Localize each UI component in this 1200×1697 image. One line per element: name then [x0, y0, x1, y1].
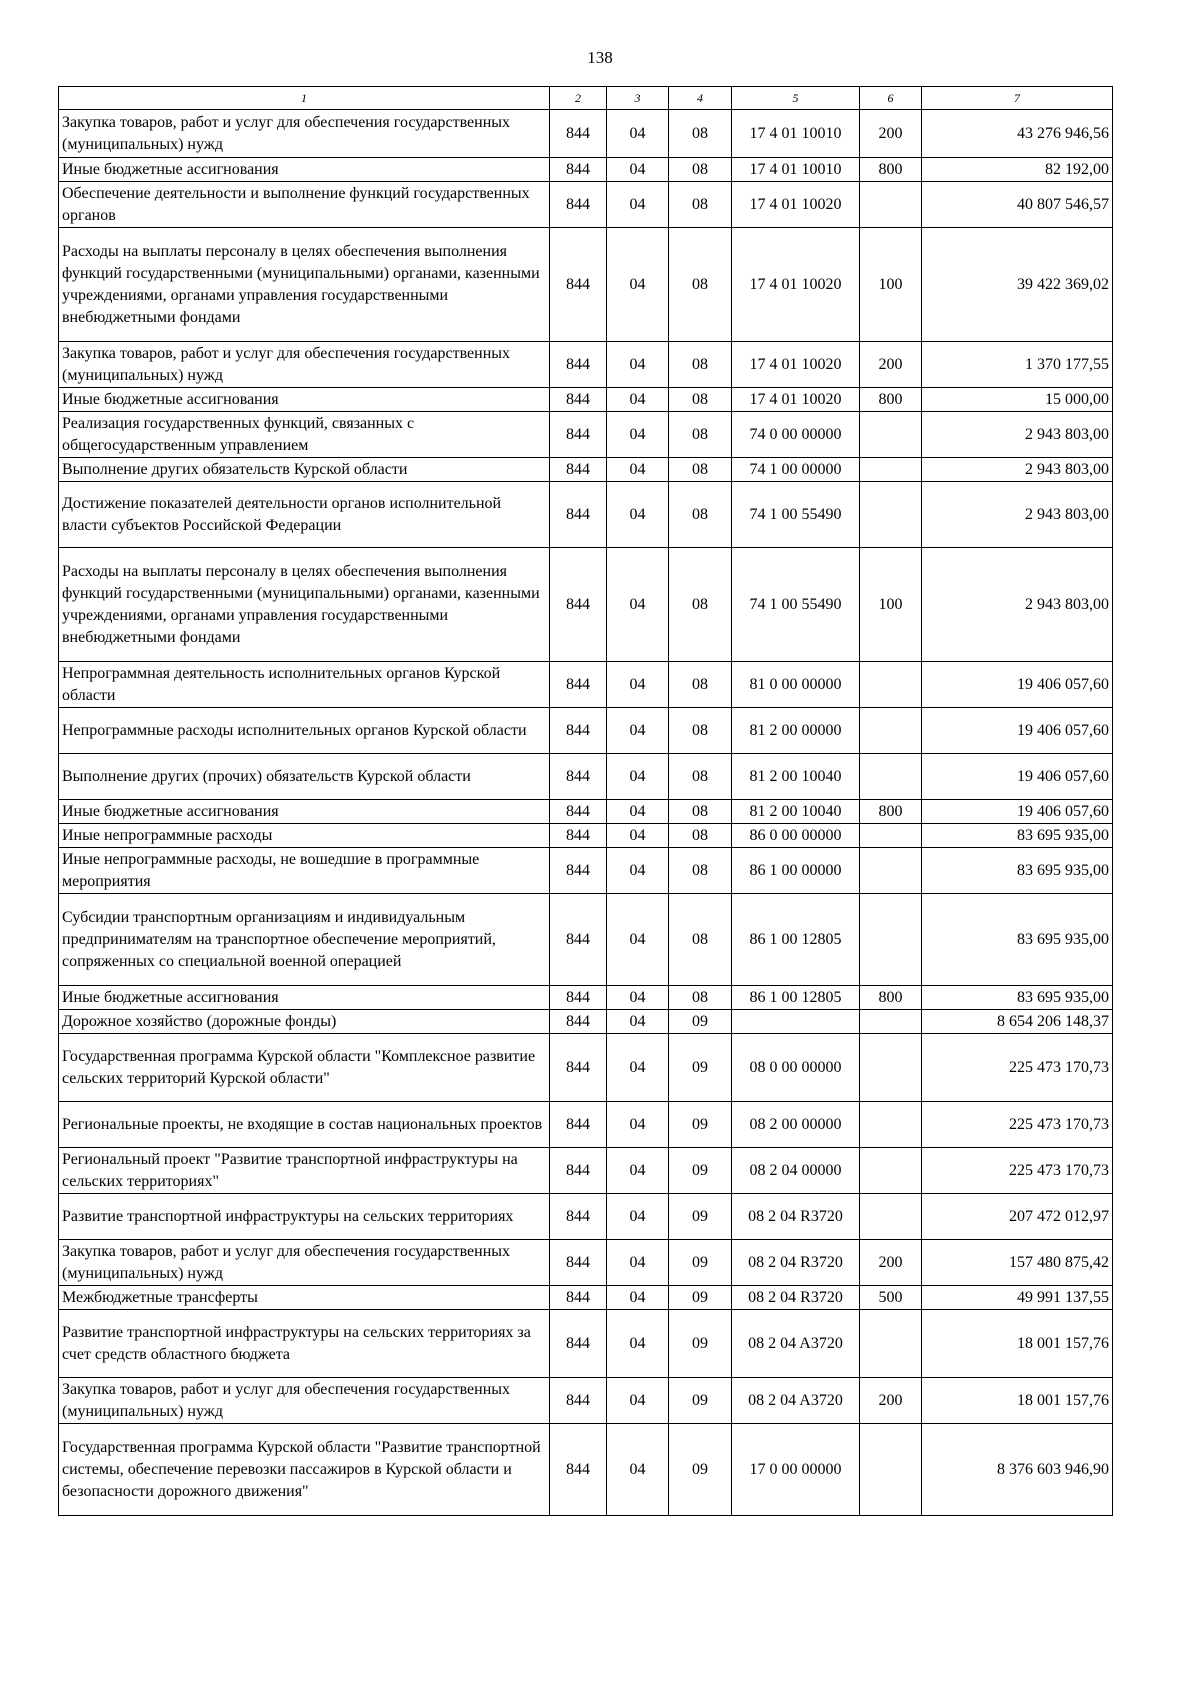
section-code: 04	[607, 182, 669, 228]
subsection-code: 09	[669, 1286, 732, 1310]
target-article-code: 08 2 04 R3720	[732, 1240, 860, 1286]
table-row	[59, 1034, 1113, 1102]
target-article-code: 08 2 04 00000	[732, 1148, 860, 1194]
expense-type-code: 200	[860, 110, 922, 158]
item-name: Иные непрограммные расходы	[59, 824, 550, 848]
grbs-code: 844	[550, 986, 607, 1010]
grbs-code: 844	[550, 1194, 607, 1240]
amount: 49 991 137,55	[922, 1286, 1113, 1310]
subsection-code: 08	[669, 388, 732, 412]
table-row	[59, 708, 1113, 754]
target-article-code: 74 1 00 00000	[732, 458, 860, 482]
section-code: 04	[607, 482, 669, 548]
grbs-code: 844	[550, 848, 607, 894]
target-article-code: 74 1 00 55490	[732, 482, 860, 548]
expense-type-code	[860, 662, 922, 708]
subsection-code: 08	[669, 228, 732, 342]
subsection-code: 08	[669, 754, 732, 800]
amount: 225 473 170,73	[922, 1148, 1113, 1194]
section-code: 04	[607, 158, 669, 182]
subsection-code: 09	[669, 1240, 732, 1286]
amount: 43 276 946,56	[922, 110, 1113, 158]
target-article-code: 17 4 01 10020	[732, 342, 860, 388]
table-row	[59, 342, 1113, 388]
target-article-code: 17 4 01 10020	[732, 228, 860, 342]
table-row	[59, 458, 1113, 482]
table-row	[59, 1310, 1113, 1378]
amount: 2 943 803,00	[922, 548, 1113, 662]
target-article-code: 74 0 00 00000	[732, 412, 860, 458]
table-row	[59, 754, 1113, 800]
subsection-code: 08	[669, 482, 732, 548]
grbs-code: 844	[550, 1240, 607, 1286]
table-row	[59, 1010, 1113, 1034]
grbs-code: 844	[550, 1102, 607, 1148]
expense-type-code: 800	[860, 158, 922, 182]
amount: 15 000,00	[922, 388, 1113, 412]
table-row	[59, 110, 1113, 158]
subsection-code: 08	[669, 458, 732, 482]
item-name: Расходы на выплаты персоналу в целях обеспечения выполнения функций государственными (муниципальными) органами, казенными учреждениями, органами управления государственными внебюджетными фондами	[59, 548, 550, 662]
table-row	[59, 182, 1113, 228]
table-row	[59, 228, 1113, 342]
expense-type-code	[860, 894, 922, 986]
table-row	[59, 548, 1113, 662]
target-article-code: 08 2 04 A3720	[732, 1310, 860, 1378]
table-row	[59, 662, 1113, 708]
section-code: 04	[607, 110, 669, 158]
amount: 83 695 935,00	[922, 986, 1113, 1010]
item-name: Дорожное хозяйство (дорожные фонды)	[59, 1010, 550, 1034]
amount: 83 695 935,00	[922, 848, 1113, 894]
section-code: 04	[607, 1194, 669, 1240]
amount: 8 654 206 148,37	[922, 1010, 1113, 1034]
grbs-code: 844	[550, 182, 607, 228]
subsection-code: 08	[669, 986, 732, 1010]
subsection-code: 08	[669, 800, 732, 824]
section-code: 04	[607, 1240, 669, 1286]
subsection-code: 08	[669, 894, 732, 986]
target-article-code: 86 1 00 12805	[732, 894, 860, 986]
grbs-code: 844	[550, 1148, 607, 1194]
target-article-code: 17 4 01 10020	[732, 388, 860, 412]
table-row	[59, 482, 1113, 548]
table-row	[59, 158, 1113, 182]
subsection-code: 09	[669, 1378, 732, 1424]
amount: 19 406 057,60	[922, 800, 1113, 824]
table-row	[59, 894, 1113, 986]
item-name: Государственная программа Курской области "Комплексное развитие сельских территорий Курской области"	[59, 1034, 550, 1102]
expense-type-code	[860, 1034, 922, 1102]
target-article-code: 08 2 00 00000	[732, 1102, 860, 1148]
target-article-code: 17 4 01 10010	[732, 110, 860, 158]
table-row	[59, 1424, 1113, 1516]
column-number-row	[59, 87, 1113, 110]
subsection-code: 09	[669, 1194, 732, 1240]
table-row	[59, 1378, 1113, 1424]
column-header: 2	[550, 87, 607, 110]
amount: 2 943 803,00	[922, 458, 1113, 482]
subsection-code: 09	[669, 1424, 732, 1516]
item-name: Закупка товаров, работ и услуг для обеспечения государственных (муниципальных) нужд	[59, 1240, 550, 1286]
item-name: Региональные проекты, не входящие в состав национальных проектов	[59, 1102, 550, 1148]
amount: 207 472 012,97	[922, 1194, 1113, 1240]
expense-type-code: 800	[860, 986, 922, 1010]
expense-type-code: 200	[860, 1378, 922, 1424]
expense-type-code	[860, 482, 922, 548]
section-code: 04	[607, 458, 669, 482]
target-article-code: 74 1 00 55490	[732, 548, 860, 662]
section-code: 04	[607, 986, 669, 1010]
expense-type-code	[860, 1310, 922, 1378]
expense-type-code	[860, 848, 922, 894]
grbs-code: 844	[550, 412, 607, 458]
table-row	[59, 800, 1113, 824]
table-row	[59, 848, 1113, 894]
section-code: 04	[607, 1310, 669, 1378]
amount: 19 406 057,60	[922, 662, 1113, 708]
target-article-code: 17 4 01 10020	[732, 182, 860, 228]
table-row	[59, 388, 1113, 412]
item-name: Иные бюджетные ассигнования	[59, 388, 550, 412]
grbs-code: 844	[550, 388, 607, 412]
target-article-code	[732, 1010, 860, 1034]
section-code: 04	[607, 824, 669, 848]
item-name: Межбюджетные трансферты	[59, 1286, 550, 1310]
target-article-code: 81 0 00 00000	[732, 662, 860, 708]
expense-type-code	[860, 412, 922, 458]
column-header: 4	[669, 87, 732, 110]
expense-type-code: 200	[860, 1240, 922, 1286]
section-code: 04	[607, 662, 669, 708]
section-code: 04	[607, 1286, 669, 1310]
expense-type-code: 800	[860, 800, 922, 824]
item-name: Расходы на выплаты персоналу в целях обеспечения выполнения функций государственными (муниципальными) органами, казенными учреждениями, органами управления государственными внебюджетными фондами	[59, 228, 550, 342]
target-article-code: 17 0 00 00000	[732, 1424, 860, 1516]
subsection-code: 08	[669, 848, 732, 894]
grbs-code: 844	[550, 1378, 607, 1424]
item-name: Закупка товаров, работ и услуг для обеспечения государственных (муниципальных) нужд	[59, 342, 550, 388]
amount: 39 422 369,02	[922, 228, 1113, 342]
subsection-code: 08	[669, 662, 732, 708]
amount: 83 695 935,00	[922, 824, 1113, 848]
grbs-code: 844	[550, 1424, 607, 1516]
expense-type-code	[860, 458, 922, 482]
amount: 18 001 157,76	[922, 1310, 1113, 1378]
grbs-code: 844	[550, 1286, 607, 1310]
table-row	[59, 1148, 1113, 1194]
target-article-code: 17 4 01 10010	[732, 158, 860, 182]
grbs-code: 844	[550, 158, 607, 182]
target-article-code: 08 0 00 00000	[732, 1034, 860, 1102]
subsection-code: 09	[669, 1148, 732, 1194]
subsection-code: 08	[669, 708, 732, 754]
amount: 225 473 170,73	[922, 1034, 1113, 1102]
column-header: 7	[922, 87, 1113, 110]
section-code: 04	[607, 1010, 669, 1034]
section-code: 04	[607, 1102, 669, 1148]
subsection-code: 09	[669, 1102, 732, 1148]
subsection-code: 08	[669, 110, 732, 158]
grbs-code: 844	[550, 482, 607, 548]
grbs-code: 844	[550, 342, 607, 388]
item-name: Выполнение других обязательств Курской области	[59, 458, 550, 482]
section-code: 04	[607, 1424, 669, 1516]
subsection-code: 08	[669, 158, 732, 182]
subsection-code: 08	[669, 824, 732, 848]
section-code: 04	[607, 388, 669, 412]
item-name: Иные бюджетные ассигнования	[59, 800, 550, 824]
expense-type-code	[860, 182, 922, 228]
target-article-code: 86 0 00 00000	[732, 824, 860, 848]
target-article-code: 08 2 04 R3720	[732, 1286, 860, 1310]
target-article-code: 81 2 00 10040	[732, 754, 860, 800]
amount: 8 376 603 946,90	[922, 1424, 1113, 1516]
target-article-code: 08 2 04 A3720	[732, 1378, 860, 1424]
expense-type-code	[860, 754, 922, 800]
subsection-code: 08	[669, 412, 732, 458]
target-article-code: 81 2 00 00000	[732, 708, 860, 754]
expense-type-code	[860, 1424, 922, 1516]
expense-type-code	[860, 1148, 922, 1194]
subsection-code: 08	[669, 548, 732, 662]
item-name: Иные непрограммные расходы, не вошедшие в программные мероприятия	[59, 848, 550, 894]
subsection-code: 08	[669, 182, 732, 228]
item-name: Иные бюджетные ассигнования	[59, 158, 550, 182]
column-header: 6	[860, 87, 922, 110]
grbs-code: 844	[550, 754, 607, 800]
item-name: Субсидии транспортным организациям и индивидуальным предпринимателям на транспортное обеспечение мероприятий, сопряженных со специальной военной операцией	[59, 894, 550, 986]
column-header: 3	[607, 87, 669, 110]
item-name: Непрограммная деятельность исполнительных органов Курской области	[59, 662, 550, 708]
amount: 157 480 875,42	[922, 1240, 1113, 1286]
item-name: Закупка товаров, работ и услуг для обеспечения государственных (муниципальных) нужд	[59, 110, 550, 158]
table-row	[59, 824, 1113, 848]
section-code: 04	[607, 848, 669, 894]
section-code: 04	[607, 1148, 669, 1194]
section-code: 04	[607, 708, 669, 754]
amount: 83 695 935,00	[922, 894, 1113, 986]
item-name: Закупка товаров, работ и услуг для обеспечения государственных (муниципальных) нужд	[59, 1378, 550, 1424]
table-row	[59, 1240, 1113, 1286]
grbs-code: 844	[550, 824, 607, 848]
grbs-code: 844	[550, 1010, 607, 1034]
target-article-code: 81 2 00 10040	[732, 800, 860, 824]
grbs-code: 844	[550, 662, 607, 708]
item-name: Непрограммные расходы исполнительных органов Курской области	[59, 708, 550, 754]
expense-type-code: 200	[860, 342, 922, 388]
expense-type-code	[860, 708, 922, 754]
subsection-code: 09	[669, 1034, 732, 1102]
item-name: Иные бюджетные ассигнования	[59, 986, 550, 1010]
target-article-code: 08 2 04 R3720	[732, 1194, 860, 1240]
item-name: Выполнение других (прочих) обязательств Курской области	[59, 754, 550, 800]
subsection-code: 09	[669, 1310, 732, 1378]
amount: 1 370 177,55	[922, 342, 1113, 388]
section-code: 04	[607, 754, 669, 800]
grbs-code: 844	[550, 458, 607, 482]
expense-type-code: 100	[860, 228, 922, 342]
table-row	[59, 1286, 1113, 1310]
item-name: Государственная программа Курской области "Развитие транспортной системы, обеспечение перевозки пассажиров в Курской области и безопасности дорожного движения"	[59, 1424, 550, 1516]
amount: 40 807 546,57	[922, 182, 1113, 228]
table-row	[59, 986, 1113, 1010]
subsection-code: 09	[669, 1010, 732, 1034]
section-code: 04	[607, 412, 669, 458]
grbs-code: 844	[550, 110, 607, 158]
amount: 2 943 803,00	[922, 412, 1113, 458]
section-code: 04	[607, 228, 669, 342]
expense-type-code	[860, 1102, 922, 1148]
section-code: 04	[607, 548, 669, 662]
budget-table	[58, 86, 1113, 1516]
item-name: Реализация государственных функций, связанных с общегосударственным управлением	[59, 412, 550, 458]
expense-type-code	[860, 1194, 922, 1240]
item-name: Региональный проект "Развитие транспортной инфраструктуры на сельских территориях"	[59, 1148, 550, 1194]
target-article-code: 86 1 00 12805	[732, 986, 860, 1010]
section-code: 04	[607, 342, 669, 388]
section-code: 04	[607, 1378, 669, 1424]
expense-type-code	[860, 824, 922, 848]
amount: 2 943 803,00	[922, 482, 1113, 548]
amount: 225 473 170,73	[922, 1102, 1113, 1148]
amount: 19 406 057,60	[922, 708, 1113, 754]
table-row	[59, 412, 1113, 458]
section-code: 04	[607, 800, 669, 824]
grbs-code: 844	[550, 548, 607, 662]
target-article-code: 86 1 00 00000	[732, 848, 860, 894]
item-name: Достижение показателей деятельности органов исполнительной власти субъектов Российской Федерации	[59, 482, 550, 548]
page-number: 138	[587, 48, 613, 67]
item-name: Обеспечение деятельности и выполнение функций государственных органов	[59, 182, 550, 228]
expense-type-code: 100	[860, 548, 922, 662]
amount: 19 406 057,60	[922, 754, 1113, 800]
amount: 18 001 157,76	[922, 1378, 1113, 1424]
grbs-code: 844	[550, 708, 607, 754]
column-header: 5	[732, 87, 860, 110]
amount: 82 192,00	[922, 158, 1113, 182]
grbs-code: 844	[550, 1310, 607, 1378]
grbs-code: 844	[550, 894, 607, 986]
column-header: 1	[59, 87, 550, 110]
grbs-code: 844	[550, 800, 607, 824]
table-row	[59, 1102, 1113, 1148]
subsection-code: 08	[669, 342, 732, 388]
expense-type-code	[860, 1010, 922, 1034]
expense-type-code: 500	[860, 1286, 922, 1310]
section-code: 04	[607, 894, 669, 986]
grbs-code: 844	[550, 228, 607, 342]
grbs-code: 844	[550, 1034, 607, 1102]
item-name: Развитие транспортной инфраструктуры на сельских территориях за счет средств областного бюджета	[59, 1310, 550, 1378]
expense-type-code: 800	[860, 388, 922, 412]
item-name: Развитие транспортной инфраструктуры на сельских территориях	[59, 1194, 550, 1240]
section-code: 04	[607, 1034, 669, 1102]
table-row	[59, 1194, 1113, 1240]
